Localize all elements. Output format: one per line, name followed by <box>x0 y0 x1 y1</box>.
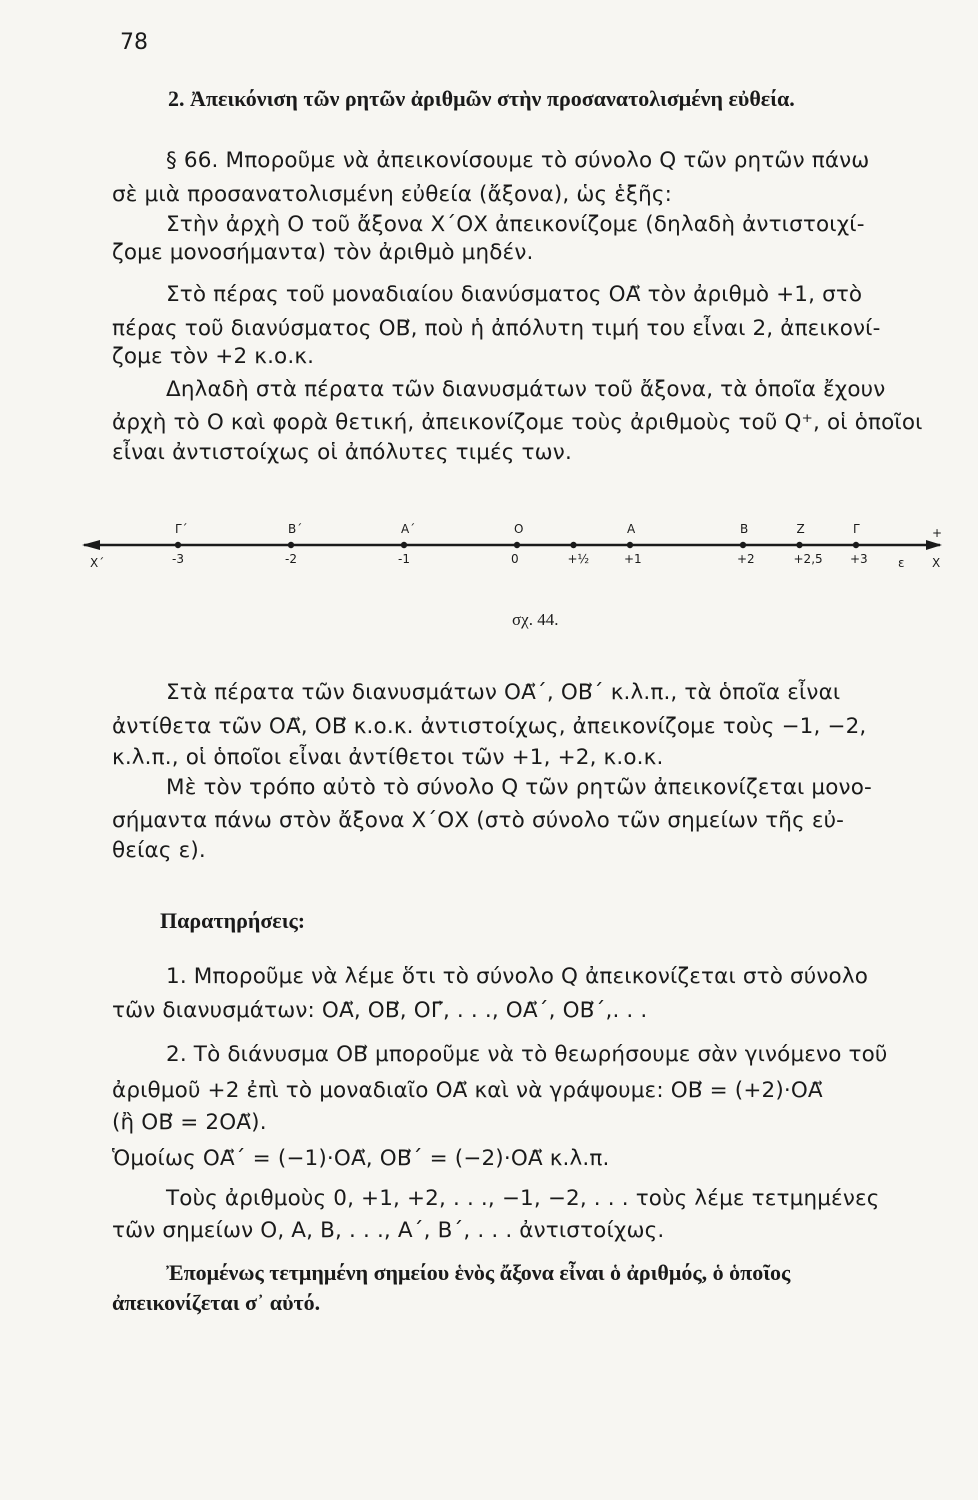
point-name-label: Α΄ <box>401 522 416 536</box>
text-line: Στὴν ἀρχὴ Ο τοῦ ἄξονα Χ΄ΟΧ ἀπεικονίζομε (δηλαδὴ ἀντιστοιχί- <box>166 212 865 237</box>
point-value-label: +3 <box>850 552 868 566</box>
text-line: ζομε τὸν +2 κ.ο.κ. <box>112 344 315 369</box>
text-line: τῶν διανυσμάτων: ΟΑ⃗, ΟΒ⃗, ΟΓ⃗, . . ., ΟΑ⃗΄, ΟΒ⃗΄,. . . <box>112 998 648 1023</box>
text-line: (ἢ ΟΒ⃗ = 2ΟΑ⃗). <box>112 1110 267 1135</box>
text-line: ἀντίθετα τῶν ΟΑ⃗, ΟΒ⃗ κ.ο.κ. ἀντιστοίχως, ἀπεικονίζομε τοὺς −1, −2, <box>112 714 867 739</box>
point-name-label: Α <box>627 522 636 536</box>
left-arrow-icon <box>82 540 100 550</box>
conclusion-line: ἀπεικονίζεται σ᾿ αὐτό. <box>112 1290 321 1315</box>
section-heading: 2. Ἀπεικόνιση τῶν ρητῶν ἀριθμῶν στὴν προσανατολισμένη εὐθεία. <box>168 86 795 111</box>
number-line-figure <box>80 515 950 595</box>
axis-point <box>627 542 633 548</box>
text-line: Ὁμοίως ΟΑ⃗΄ = (−1)·ΟΑ⃗, ΟΒ⃗΄ = (−2)·ΟΑ⃗ κ.λ.π. <box>112 1146 610 1171</box>
point-value-label: -2 <box>285 552 297 566</box>
plus-label: + <box>932 526 943 540</box>
conclusion-line: Ἐπομένως τετμημένη σημείου ἑνὸς ἄξονα εἶναι ὁ ἀριθμός, ὁ ὁποῖος <box>166 1260 791 1285</box>
point-value-label: +1 <box>624 552 642 566</box>
axis-point <box>740 542 746 548</box>
text-line: 2. Τὸ διάνυσμα ΟΒ⃗ μποροῦμε νὰ τὸ θεωρήσουμε σὰν γινόμενο τοῦ <box>166 1042 888 1067</box>
axis-point <box>853 542 859 548</box>
axis-point <box>175 542 181 548</box>
text-line: Μὲ τὸν τρόπο αὐτὸ τὸ σύνολο Q τῶν ρητῶν ἀπεικονίζεται μονο- <box>166 775 872 800</box>
page-number: 78 <box>120 30 148 55</box>
text-line: Δηλαδὴ στὰ πέρατα τῶν διανυσμάτων τοῦ ἄξονα, τὰ ὁποῖα ἔχουν <box>166 377 886 402</box>
point-value-label: 0 <box>511 552 519 566</box>
point-name-label: Ο <box>514 522 524 536</box>
text-line: σήμαντα πάνω στὸν ἄξονα Χ΄ΟΧ (στὸ σύνολο τῶν σημείων τῆς εὐ- <box>112 808 845 833</box>
text-line: ζομε μονοσήμαντα) τὸν ἀριθμὸ μηδέν. <box>112 240 534 265</box>
text-line: πέρας τοῦ διανύσματος ΟΒ⃗, ποὺ ἡ ἀπόλυτη τιμή του εἶναι 2, ἀπεικονί- <box>112 316 881 341</box>
point-value-label: -1 <box>398 552 410 566</box>
text-line: 1. Μποροῦμε νὰ λέμε ὅτι τὸ σύνολο Q ἀπεικονίζεται στὸ σύνολο <box>166 964 869 989</box>
text-line: κ.λ.π., οἱ ὁποῖοι εἶναι ἀντίθετοι τῶν +1, +2, κ.ο.κ. <box>112 745 664 770</box>
right-end-label: Χ <box>932 556 941 570</box>
point-name-label: Ζ <box>796 522 805 536</box>
axis-point <box>514 542 520 548</box>
axis-point <box>288 542 294 548</box>
point-name-label: Β΄ <box>288 522 303 536</box>
point-name-label: Β <box>740 522 749 536</box>
line-label: ε <box>898 556 905 570</box>
text-line: θείας ε). <box>112 838 206 863</box>
text-line: § 66. Μποροῦμε νὰ ἀπεικονίσουμε τὸ σύνολο Q τῶν ρητῶν πάνω <box>166 148 870 173</box>
axis-point <box>570 542 576 548</box>
point-value-label: +½ <box>567 552 590 566</box>
text-line: ἀρχὴ τὸ Ο καὶ φορὰ θετική, ἀπεικονίζομε τοὺς ἀριθμοὺς τοῦ Q⁺, οἱ ὁποῖοι <box>112 410 923 435</box>
text-line: Στὰ πέρατα τῶν διανυσμάτων ΟΑ⃗΄, ΟΒ⃗΄ κ.λ.π., τὰ ὁποῖα εἶναι <box>166 680 841 705</box>
point-name-label: Γ΄ <box>175 522 188 536</box>
text-line: Στὸ πέρας τοῦ μοναδιαίου διανύσματος ΟΑ⃗ τὸν ἀριθμὸ +1, στὸ <box>166 282 863 307</box>
figure-caption: σχ. 44. <box>512 610 559 629</box>
point-value-label: +2,5 <box>793 552 823 566</box>
text-line: εἶναι ἀντιστοίχως οἱ ἀπόλυτες τιμές των. <box>112 440 572 465</box>
point-name-label: Γ <box>853 522 860 536</box>
point-value-label: +2 <box>737 552 755 566</box>
axis-point <box>796 542 802 548</box>
right-arrow-icon <box>926 540 942 550</box>
text-line: Τοὺς ἀριθμοὺς 0, +1, +2, . . ., −1, −2, . . . τοὺς λέμε τετμημένες <box>166 1186 880 1211</box>
point-value-label: -3 <box>172 552 184 566</box>
left-end-label: Χ΄ <box>90 556 105 570</box>
axis-point <box>401 542 407 548</box>
text-line: τῶν σημείων Ο, Α, Β, . . ., Α΄, Β΄, . . . ἀντιστοίχως. <box>112 1218 665 1243</box>
text-line: ἀριθμοῦ +2 ἐπὶ τὸ μοναδιαῖο ΟΑ⃗ καὶ νὰ γράψουμε: ΟΒ⃗ = (+2)·ΟΑ⃗ <box>112 1078 823 1103</box>
remarks-heading: Παρατηρήσεις: <box>160 908 306 933</box>
text-line: σὲ μιὰ προσανατολισμένη εὐθεία (ἄξονα), ὡς ἑξῆς: <box>112 182 673 207</box>
